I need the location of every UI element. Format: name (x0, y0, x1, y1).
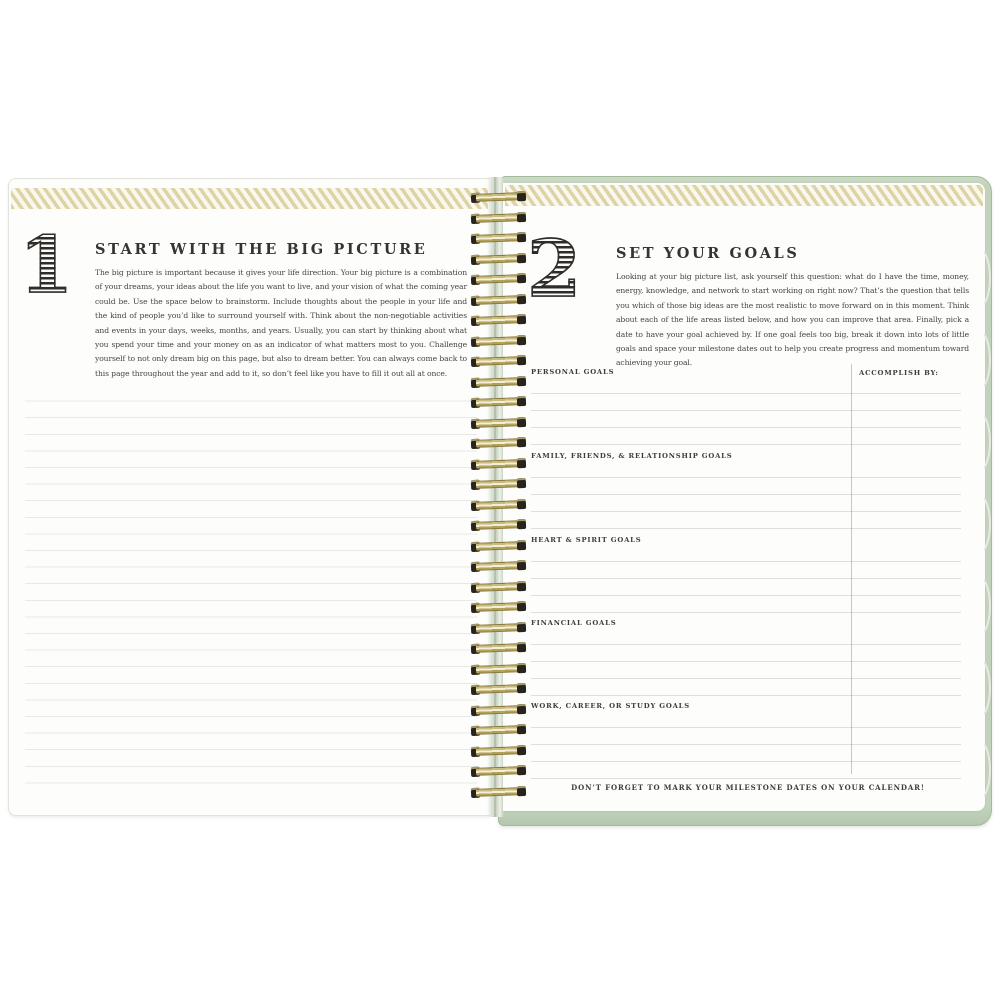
binding-coil (471, 293, 526, 305)
right-page-title: SET YOUR GOALS (616, 245, 800, 262)
page-curl (961, 245, 991, 311)
page-curl (961, 737, 991, 803)
section-ruled-lines (531, 461, 961, 530)
binding-coil (471, 744, 526, 756)
section-ruled-lines (531, 628, 961, 697)
page-curl (961, 491, 991, 557)
page-curl (961, 573, 991, 639)
binding-coil (471, 662, 526, 674)
binding-coil (471, 519, 526, 531)
right-page-intro-text: Looking at your big picture list, ask yourself this question: what do I have the time, money, energy, knowledge, and network to start working on right now? That’s the question that tells you which of those big ideas are the most realistic to move forward on in this moment. Think about each of the life areas listed below, and how you can improve that area. Finally, pick a date to have your goal achieved by. If one goal feels too big, break it down into lots of little goals and space your milestone dates out to help you create progress and momentum toward achieving your goal. (616, 272, 969, 368)
binding-coil (471, 252, 526, 264)
section-family-friends-relationship-goals (531, 452, 961, 530)
right-page (503, 183, 985, 811)
binding-coil (471, 396, 526, 408)
binding-coil (471, 621, 526, 633)
binding-coil (471, 211, 526, 223)
section-label: FINANCIAL GOALS (531, 619, 617, 627)
binding-coil (471, 314, 526, 326)
binding-coil (471, 703, 526, 715)
binding-coil (471, 457, 526, 469)
chapter-number-1: 1 (19, 220, 74, 311)
binding-coil (471, 601, 526, 613)
binding-coil (471, 765, 526, 777)
section-label: HEART & SPIRIT GOALS (531, 536, 642, 544)
section-financial-goals (531, 619, 961, 697)
binding-coil (471, 232, 526, 244)
chapter-number-2: 2 (527, 224, 582, 315)
binding-coil (471, 273, 526, 285)
binding-coil (471, 642, 526, 654)
left-page (8, 178, 490, 816)
page-curl (961, 327, 991, 393)
page-curl (961, 655, 991, 721)
section-label: PERSONAL GOALS (531, 368, 615, 376)
binding-coil (471, 683, 526, 695)
left-page-title: START WITH THE BIG PICTURE (95, 241, 428, 258)
section-work-career-study-goals (531, 702, 961, 780)
binding-coil (471, 355, 526, 367)
brainstorm-ruled-lines (25, 385, 477, 799)
section-heart-spirit-goals (531, 536, 961, 614)
binding-coil (471, 539, 526, 551)
left-page-intro-text: The big picture is important because it gives your life direction. Your big picture is a combination of your dreams, your ideas about the life you want to live, and your vision of what the coming year could be. Use the space below to brainstorm. Include thoughts about the people in your life and the kind of people you’d like to surround yourself with. Think about the non-negotiable activities and events in your days, weeks, months, and years. Usually, you can start by thinking about what you spend your time and your money on as an indicator of what matters most to you. Challenge yourself to not only dream big on this page, but also to dream better. You can always come back to this page throughout the year and add to it, so don’t feel like you have to fill it out all at once. (95, 268, 467, 378)
binding-coil (471, 498, 526, 510)
section-label: FAMILY, FRIENDS, & RELATIONSHIP GOALS (531, 452, 733, 460)
section-ruled-lines (531, 377, 961, 446)
section-label: WORK, CAREER, OR STUDY GOALS (531, 702, 690, 710)
binding-coil (471, 478, 526, 490)
binding-coil (471, 724, 526, 736)
accomplish-by-header: ACCOMPLISH BY: (859, 369, 939, 377)
spiral-binding (470, 176, 530, 828)
section-ruled-lines (531, 545, 961, 614)
milestone-reminder-note: DON’T FORGET TO MARK YOUR MILESTONE DATES ON YOUR CALENDAR! (571, 783, 925, 792)
page-curl (961, 409, 991, 475)
binding-coil (471, 580, 526, 592)
stripe-band-right (505, 185, 983, 206)
binding-coil (471, 416, 526, 428)
binding-coil (471, 334, 526, 346)
stripe-band-left (11, 188, 488, 209)
binding-coil (471, 437, 526, 449)
binding-coil (471, 785, 526, 797)
binding-coil (471, 375, 526, 387)
binding-coil (471, 560, 526, 572)
binding-coil (471, 191, 526, 203)
section-ruled-lines (531, 711, 961, 780)
section-personal-goals (531, 368, 961, 446)
